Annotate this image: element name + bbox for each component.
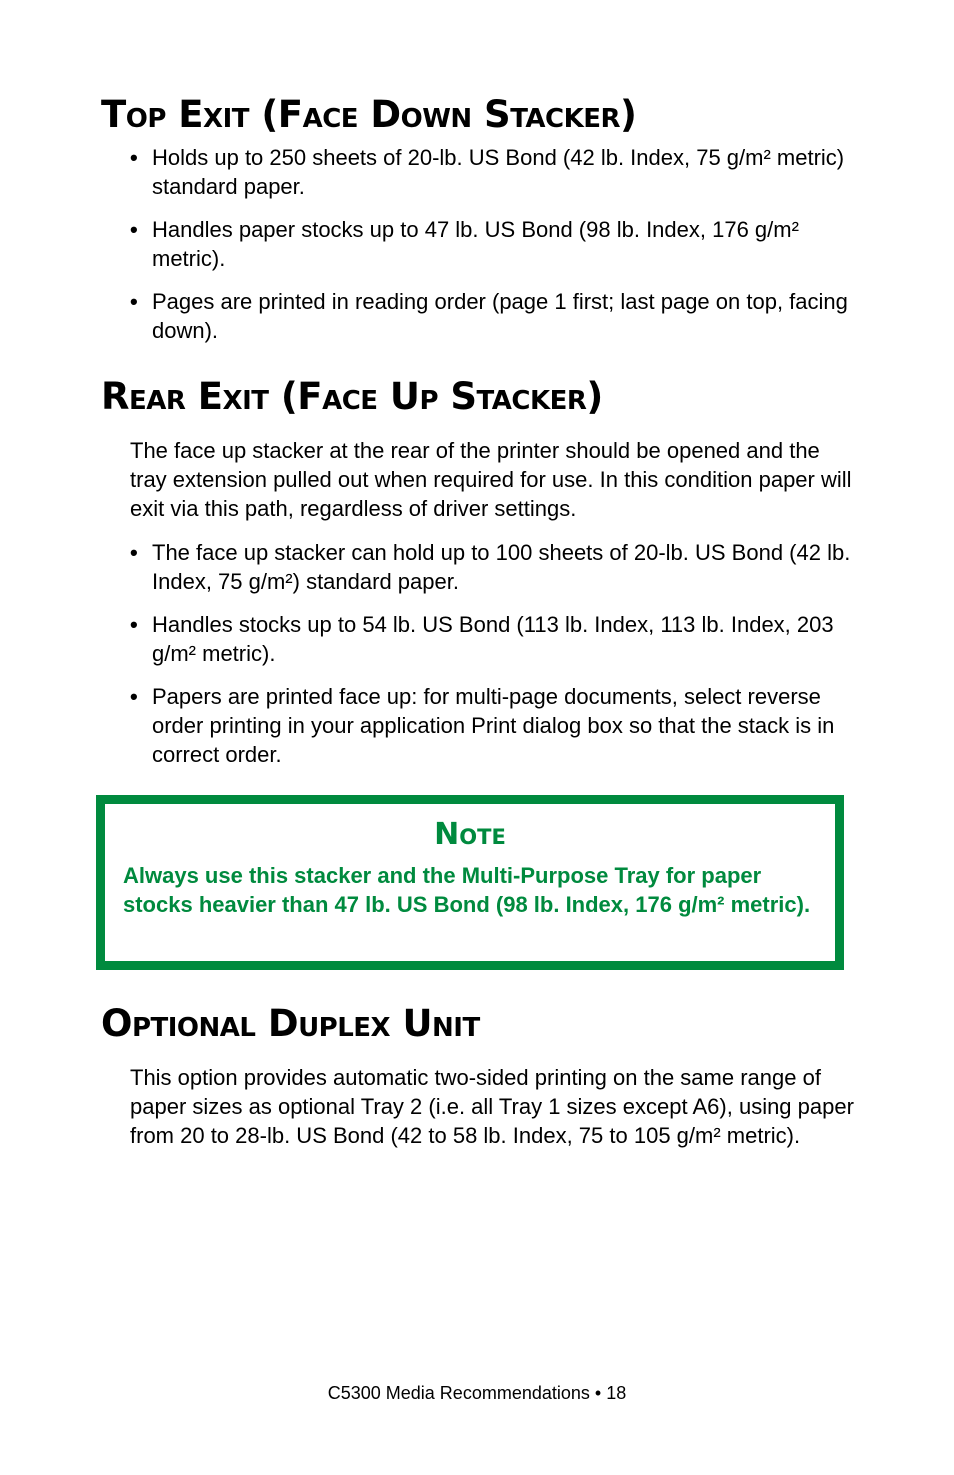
bullet-icon: • [130,145,138,170]
list-item: • The face up stacker can hold up to 100 sheets of 20-lb. US Bond (42 lb. Index, 75 g/m²) standard paper. [130,540,851,594]
list-item: • Pages are printed in reading order (page 1 first; last page on top, facing down). [130,289,848,343]
list-item: • Handles paper stocks up to 47 lb. US Bond (98 lb. Index, 176 g/m² metric). [130,217,799,271]
bullet-icon: • [130,684,138,709]
bullet-icon: • [130,612,138,637]
page-number: 18 [606,1383,627,1403]
top-exit-bullet-list [130,143,854,359]
page-footer [0,1381,954,1405]
note-title: Note [434,817,506,852]
note-box [96,795,844,970]
list-item: • Handles stocks up to 54 lb. US Bond (113 lb. Index, 113 lb. Index, 203 g/m² metric). [130,612,834,666]
footer-title: C5300 Media Recommendations [327,1383,590,1403]
bullet-icon: • [130,289,138,314]
list-item: • Papers are printed face up: for multi-page documents, select reverse order printing in your application Print dialog box so that the stack is in correct order. [130,684,835,767]
duplex-unit-paragraph: This option provides automatic two-sided printing on the same range of paper sizes as optional Tray 2 (i.e. all Tray 1 sizes except A6), using paper from 20 to 28-lb. US Bond (42 to 58 lb. Index, 75 to 105 g/m² metric). [130,1065,854,1148]
footer-separator: • [594,1383,602,1403]
note-text: Always use this stacker and the Multi-Purpose Tray for paper stocks heavier than 47 lb. US Bond (98 lb. Index, 176 g/m² metric). [123,863,811,917]
bullet-icon: • [130,540,138,565]
section-heading-top-exit: Top Exit (Face Down Stacker) [101,93,637,136]
section-heading-duplex-unit: Optional Duplex Unit [101,1002,480,1045]
bullet-icon: • [130,217,138,242]
rear-exit-paragraph: The face up stacker at the rear of the printer should be opened and the tray extension pulled out when required for use. In this condition paper will exit via this path, regardless of driver settings. [130,438,852,521]
list-item: • Holds up to 250 sheets of 20-lb. US Bond (42 lb. Index, 75 g/m² metric) standard paper. [130,145,845,199]
section-heading-rear-exit: Rear Exit (Face Up Stacker) [101,375,603,418]
rear-exit-bullet-list [130,538,854,783]
